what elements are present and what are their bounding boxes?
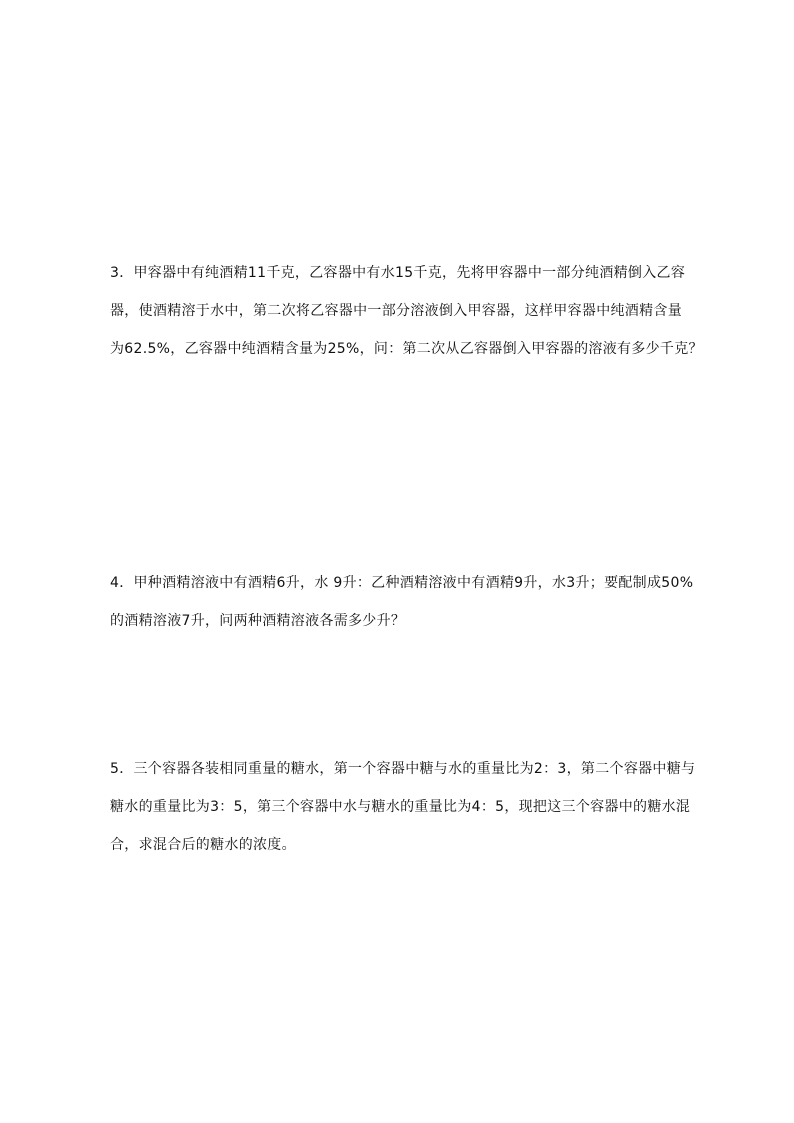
problem-4-line-1: 4．甲种酒精溶液中有酒精6升，水 9升：乙种酒精溶液中有酒精9升，水3升；要配制成50% (110, 575, 694, 591)
problem-3-line-1: 3．甲容器中有纯酒精11千克，乙容器中有水15千克，先将甲容器中一部分纯酒精倒入乙容 (110, 265, 686, 281)
problem-5-line-3: 合，求混合后的糖水的浓度。 (110, 837, 296, 853)
problem-3-line-3: 为62.5%，乙容器中纯酒精含量为25%，问：第二次从乙容器倒入甲容器的溶液有多少千克？ (110, 341, 703, 357)
problem-4 (110, 564, 710, 640)
problem-5-line-1: 5．三个容器各装相同重量的糖水，第一个容器中糖与水的重量比为2：3，第二个容器中糖与 (110, 761, 696, 777)
problem-5 (110, 750, 710, 864)
problem-3 (110, 254, 710, 368)
problem-4-line-2: 的酒精溶液7升，问两种酒精溶液各需多少升？ (110, 613, 406, 629)
problem-5-line-2: 糖水的重量比为3：5，第三个容器中水与糖水的重量比为4：5，现把这三个容器中的糖水混 (110, 799, 691, 815)
problem-3-line-2: 器，使酒精溶于水中，第二次将乙容器中一部分溶液倒入甲容器，这样甲容器中纯酒精含量 (110, 303, 682, 319)
